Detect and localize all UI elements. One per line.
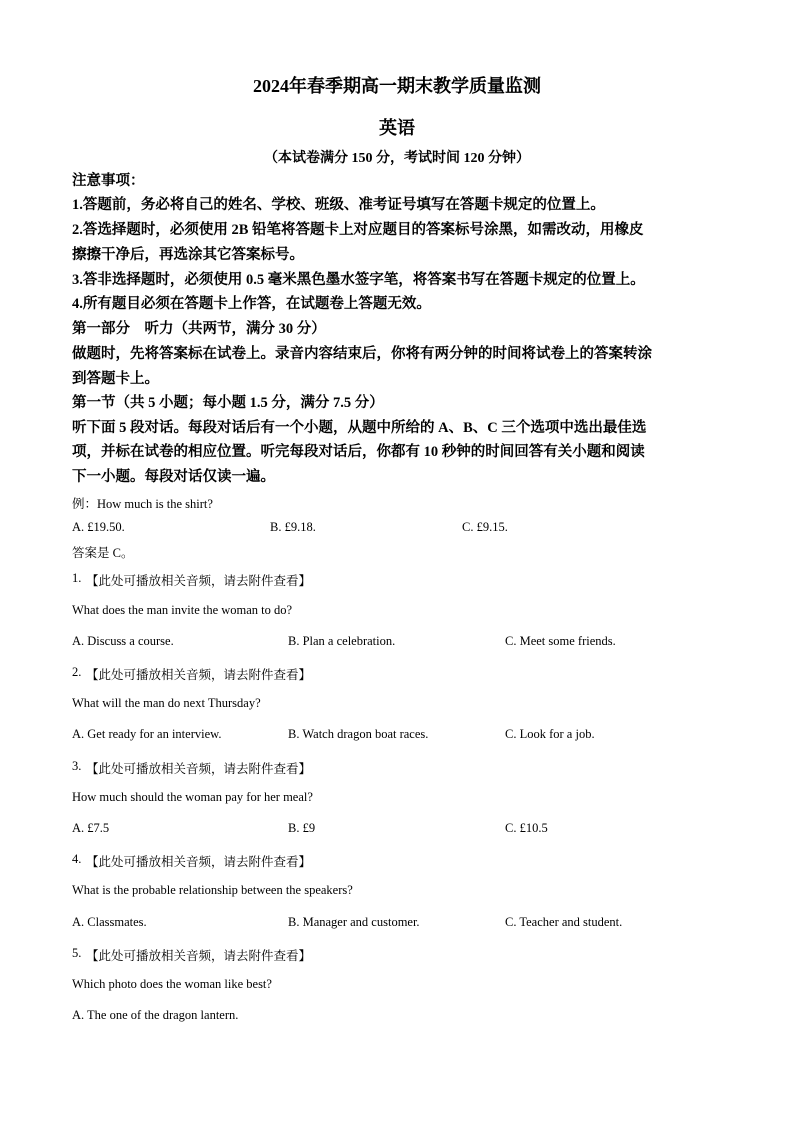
part1-instruction-line-2: 到答题卡上。 xyxy=(72,371,159,387)
question-2-audio-label: 【此处可播放相关音频，请去附件查看】 xyxy=(86,668,312,682)
question-4-number: 4. xyxy=(72,852,82,866)
example-answer: 答案是 C。 xyxy=(72,546,134,560)
question-2-number: 2. xyxy=(72,665,82,679)
exam-title: 2024年春季期高一期末教学质量监测 xyxy=(253,76,541,96)
notice-item-3: 3.答非选择题时，必须使用 0.5 毫米黑色墨水签字笔，将答案书写在答题卡规定的位置上。 xyxy=(72,272,645,288)
question-1-number: 1. xyxy=(72,571,82,585)
example-option-b: B. £9.18. xyxy=(270,520,316,534)
question-1-text: What does the man invite the woman to do? xyxy=(72,603,293,617)
section1-instruction-line-1: 听下面 5 段对话。每段对话后有一个小题，从题中所给的 A、B、C 三个选项中选出最佳选 xyxy=(72,420,647,436)
question-5-audio-label: 【此处可播放相关音频，请去附件查看】 xyxy=(86,949,312,963)
subject-title: 英语 xyxy=(379,118,415,138)
question-4-option-c: C. Teacher and student. xyxy=(505,915,623,929)
question-1-audio-label: 【此处可播放相关音频，请去附件查看】 xyxy=(86,574,312,588)
notice-item-4: 4.所有题目必须在答题卡上作答，在试题卷上答题无效。 xyxy=(72,296,431,312)
notice-item-1: 1.答题前，务必将自己的姓名、学校、班级、准考证号填写在答题卡规定的位置上。 xyxy=(72,197,605,213)
question-4-option-b: B. Manager and customer. xyxy=(288,915,420,929)
question-2-option-b: B. Watch dragon boat races. xyxy=(288,727,429,741)
part1-heading: 第一部分 听力（共两节，满分 30 分） xyxy=(72,321,326,337)
question-5-option-a: A. The one of the dragon lantern. xyxy=(72,1008,239,1022)
question-2-option-c: C. Look for a job. xyxy=(505,727,595,741)
question-1-option-c: C. Meet some friends. xyxy=(505,634,616,648)
notice-item-2-line-2: 擦擦干净后，再选涂其它答案标号。 xyxy=(72,247,304,263)
question-4-option-a: A. Classmates. xyxy=(72,915,147,929)
notice-heading: 注意事项： xyxy=(72,173,145,189)
section1-instruction-line-3: 下一小题。每段对话仅读一遍。 xyxy=(72,469,275,485)
question-2-text: What will the man do next Thursday? xyxy=(72,696,261,710)
question-3-option-a: A. £7.5 xyxy=(72,821,110,835)
section1-instruction-line-2: 项，并标在试卷的相应位置。听完每段对话后，你都有 10 秒钟的时间回答有关小题和阅读 xyxy=(72,444,645,460)
question-2-option-a: A. Get ready for an interview. xyxy=(72,727,222,741)
question-3-option-b: B. £9 xyxy=(288,821,316,835)
question-1-option-b: B. Plan a celebration. xyxy=(288,634,396,648)
section1-heading: 第一节（共 5 小题；每小题 1.5 分，满分 7.5 分） xyxy=(72,395,384,411)
question-5-number: 5. xyxy=(72,946,82,960)
example-option-a: A. £19.50. xyxy=(72,520,125,534)
example-question: 例：How much is the shirt? xyxy=(72,497,213,511)
question-1-option-a: A. Discuss a course. xyxy=(72,634,174,648)
part1-instruction-line-1: 做题时，先将答案标在试卷上。录音内容结束后，你将有两分钟的时间将试卷上的答案转涂 xyxy=(72,346,652,362)
question-5-text: Which photo does the woman like best? xyxy=(72,977,272,991)
question-4-text: What is the probable relationship between the speakers? xyxy=(72,883,353,897)
question-3-audio-label: 【此处可播放相关音频，请去附件查看】 xyxy=(86,762,312,776)
exam-score-time-note: （本试卷满分 150 分，考试时间 120 分钟） xyxy=(264,151,530,166)
question-3-option-c: C. £10.5 xyxy=(505,821,548,835)
question-4-audio-label: 【此处可播放相关音频，请去附件查看】 xyxy=(86,855,312,869)
notice-item-2-line-1: 2.答选择题时，必须使用 2B 铅笔将答题卡上对应题目的答案标号涂黑，如需改动，用橡皮 xyxy=(72,222,644,238)
example-option-c: C. £9.15. xyxy=(462,520,508,534)
question-3-number: 3. xyxy=(72,759,82,773)
question-3-text: How much should the woman pay for her meal? xyxy=(72,790,313,804)
